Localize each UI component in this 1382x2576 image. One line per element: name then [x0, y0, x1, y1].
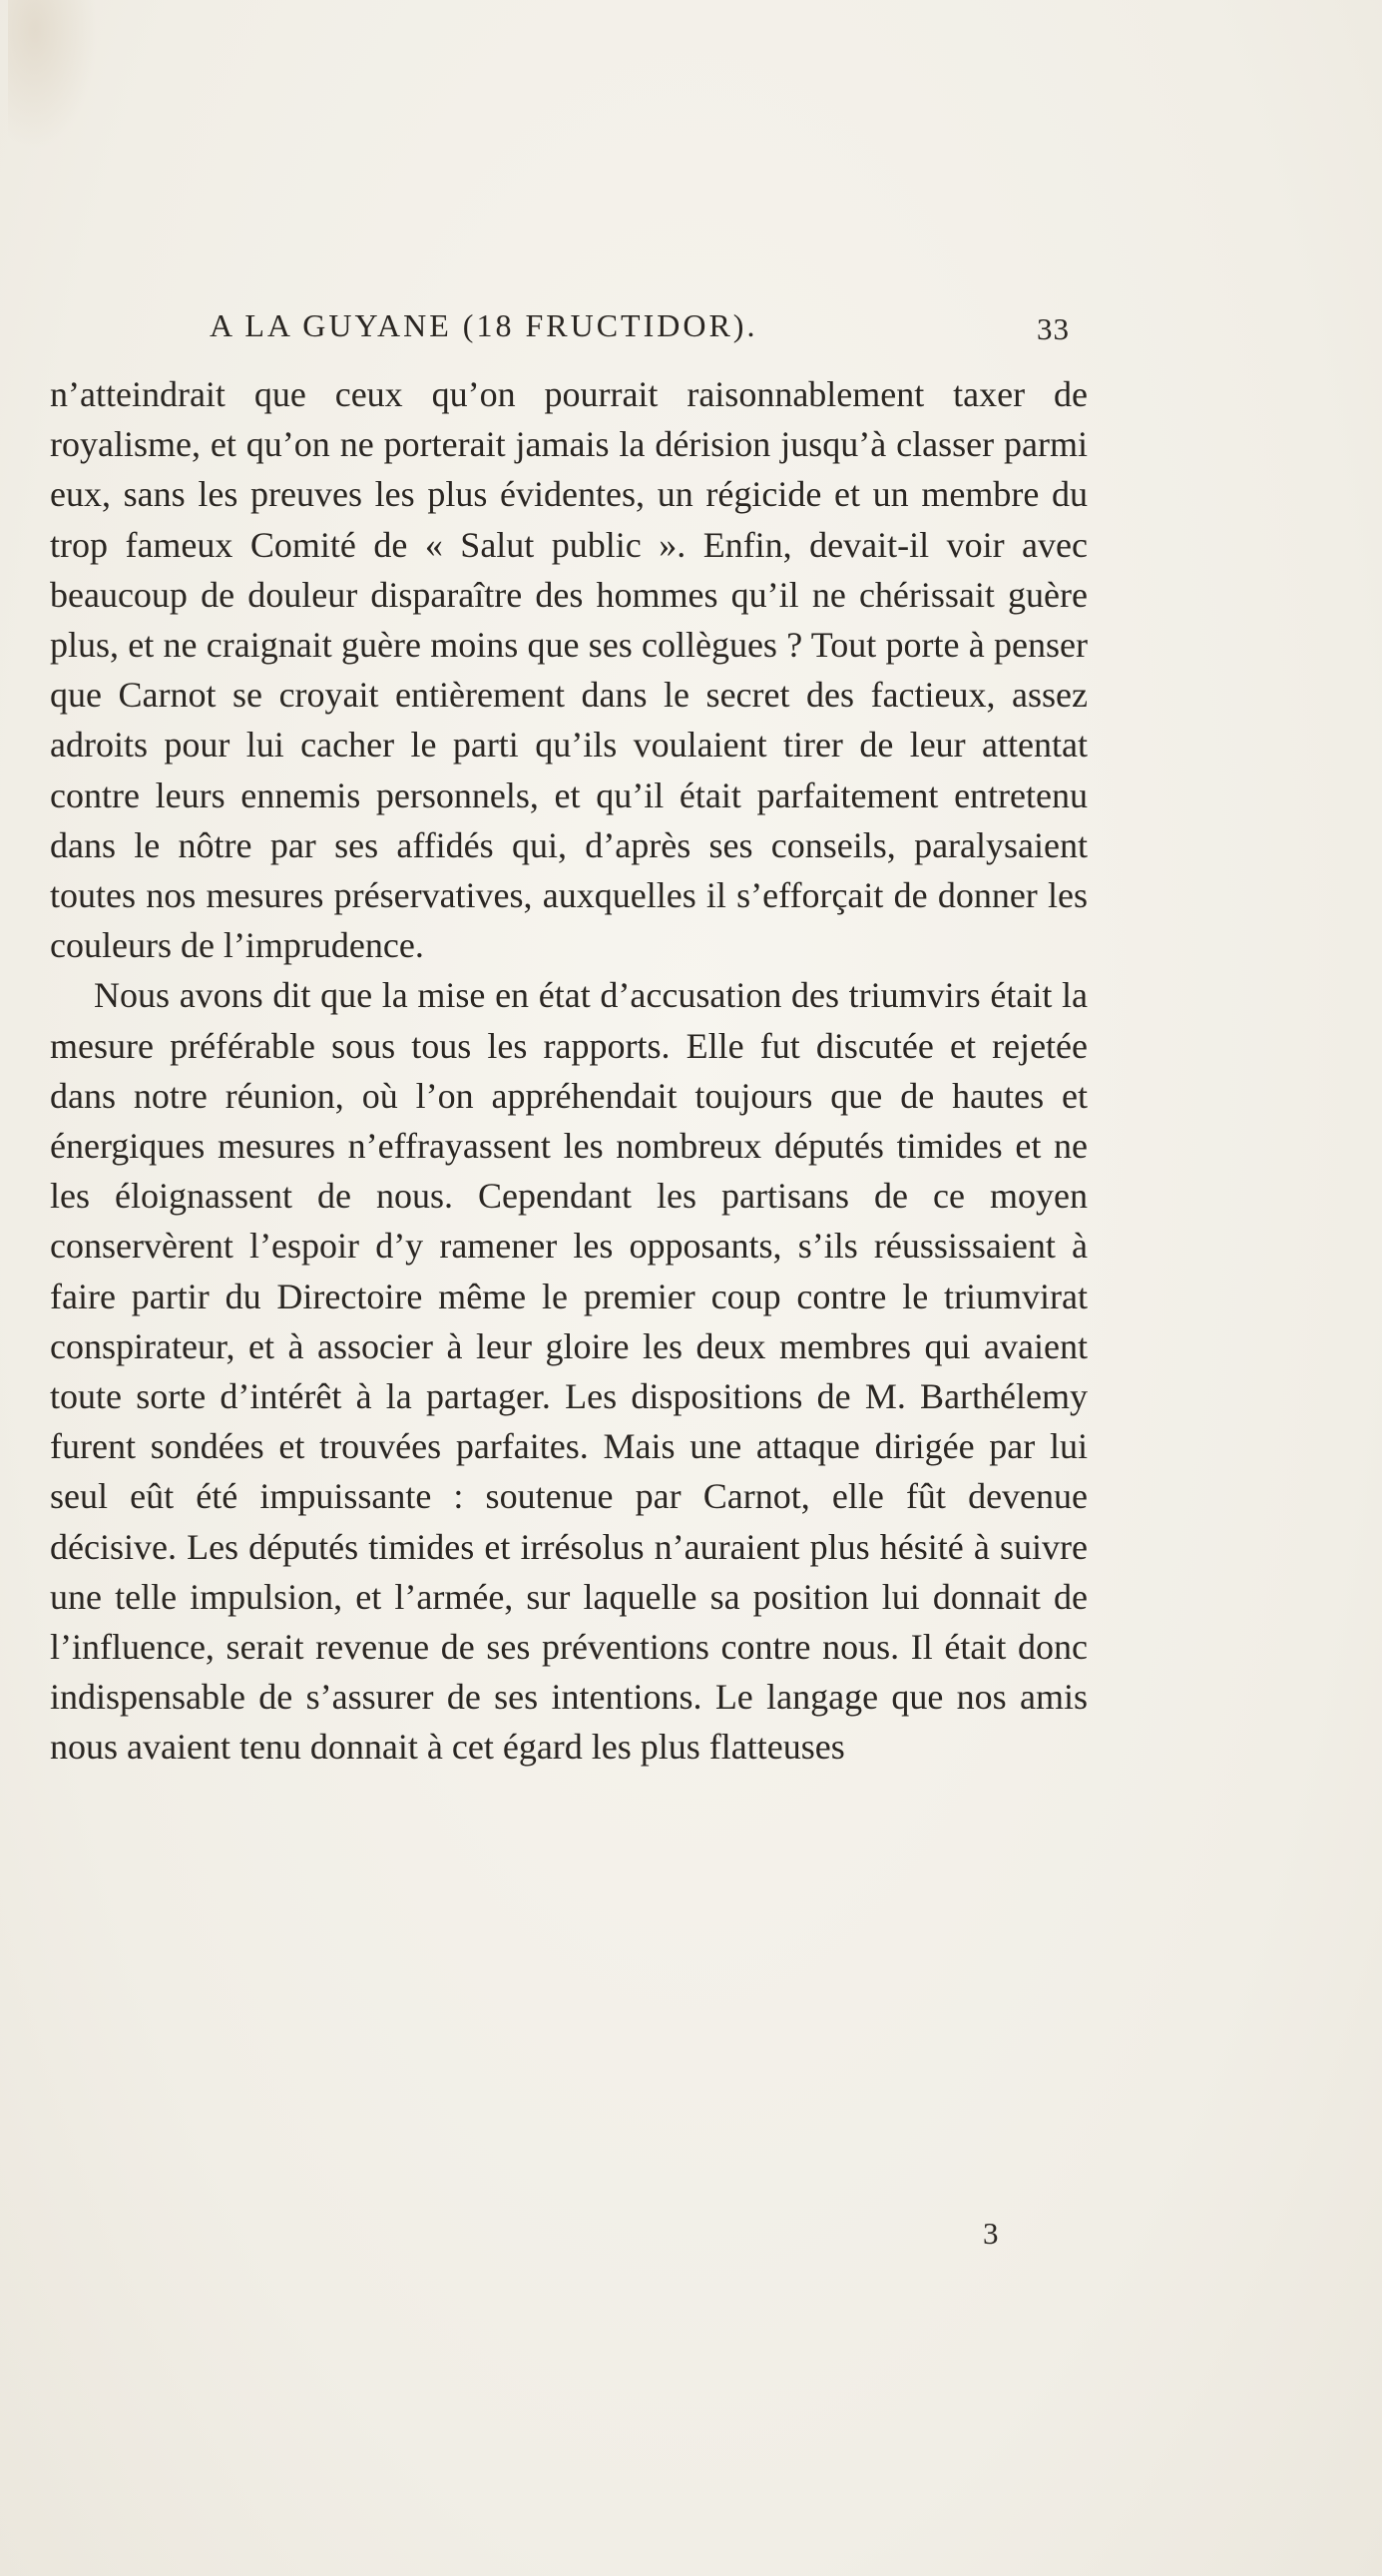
paragraph-2: Nous avons dit que la mise en état d’accusation des triumvirs était la mesure préférable sous tous les rapports. Elle fut discutée et rejetée dans notre réunion, où l’on appréhendait toujours que de hautes et énergiques mesures n’effrayassent les nombreux députés timides et ne les éloignassent de nous. Cependant les partisans de ce moyen conservèrent l’espoir d’y ramener les opposants, s’ils réussissaient à faire partir du Directoire même le premier coup contre le triumvirat conspirateur, et à associer à leur gloire les deux membres qui avaient toute sorte d’intérêt à la partager. Les dispositions de M. Barthélemy furent sondées et trouvées parfaites. Mais une attaque dirigée par lui seul eût été impuissante : soutenue par Carnot, elle fût devenue décisive. Les députés timides et irrésolus n’auraient plus hésité à suivre une telle impulsion, et l’armée, sur laquelle sa position lui donnait de l’influence, serait revenue de ses préventions contre nous. Il était donc indispensable de s’assurer de ses intentions. Le langage que nos amis nous avaient tenu donnait à cet égard les plus flatteuses [50, 975, 1088, 1768]
running-header [210, 307, 1070, 351]
page-number: 33 [1037, 311, 1070, 346]
body-text [50, 369, 1088, 1773]
paragraph-1: n’atteindrait que ceux qu’on pourrait raisonnablement taxer de royalisme, et qu’on ne porterait jamais la dérision jusqu’à classer parmi eux, sans les preuves les plus évidentes, un régicide et un membre du trop fameux Comité de « Salut public ». Enfin, devait-il voir avec beaucoup de douleur disparaître des hommes qu’il ne chérissait guère plus, et ne craignait guère moins que ses collègues ? Tout porte à penser que Carnot se croyait entièrement dans le secret des factieux, assez adroits pour lui cacher le parti qu’ils voulaient tirer de leur attentat contre leurs ennemis personnels, et qu’il était parfaitement entretenu dans le nôtre par ses affidés qui, d’après ses conseils, paralysaient toutes nos mesures préservatives, auxquelles il s’efforçait de donner les couleurs de l’imprudence. [50, 374, 1088, 966]
running-title: A LA GUYANE (18 FRUCTIDOR). [210, 307, 758, 343]
paper-stain [8, 0, 98, 150]
signature-mark: 3 [983, 2216, 999, 2251]
